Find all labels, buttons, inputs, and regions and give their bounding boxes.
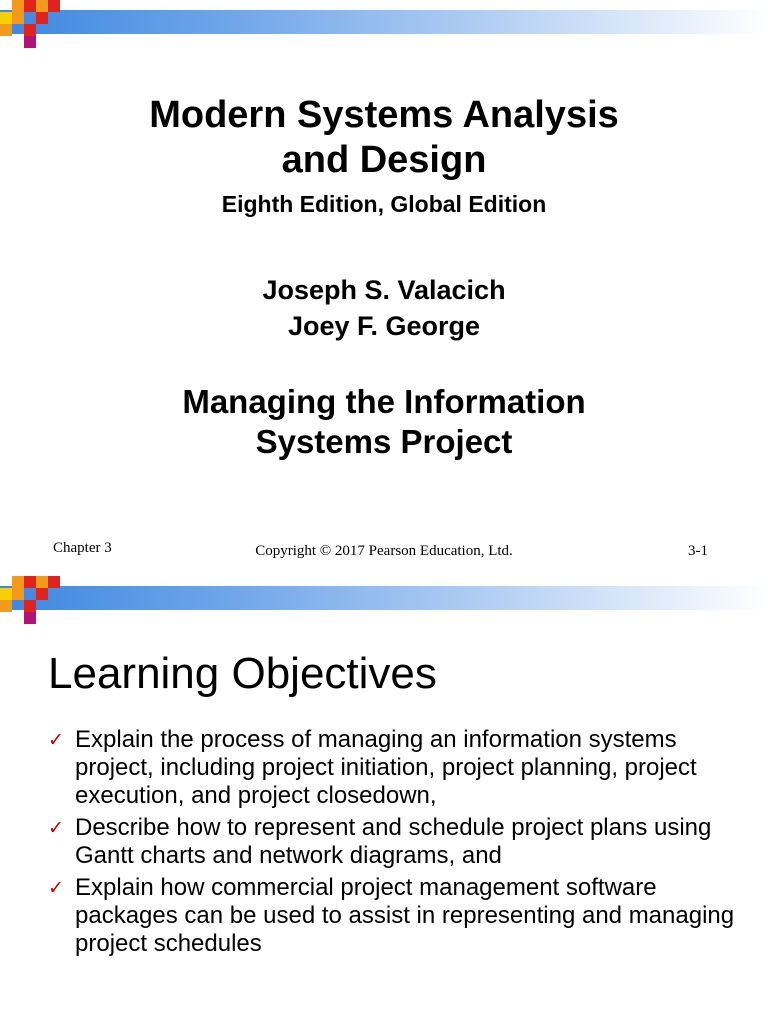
decor-square [12,588,24,600]
objectives-list [48,726,738,962]
list-item-text: Explain how commercial project management software packages can be used to assist in representing and managing project schedules [75,874,735,957]
decor-square [24,24,36,36]
decor-square [0,24,12,36]
decor-square [24,36,36,48]
book-title-line2: and Design [281,139,487,181]
footer-chapter: Chapter 3 [53,540,112,556]
checkmark-icon: ✓ [48,817,64,839]
slide-header-decoration [0,0,768,50]
list-item [48,874,738,958]
list-item [48,726,738,810]
footer-page-number: 3-1 [688,543,708,559]
book-title-line1: Modern Systems Analysis [149,94,619,136]
decor-square [36,588,48,600]
checkmark-icon: ✓ [48,729,64,751]
authors [0,272,768,344]
decor-square [12,576,24,588]
objectives-slide [0,576,768,1024]
footer-copyright: Copyright © 2017 Pearson Education, Ltd. [255,543,513,559]
decor-square [24,600,36,612]
decor-square [12,0,24,12]
chapter-title-line2: Systems Project [255,423,513,460]
decor-square [0,600,12,612]
list-item [48,814,738,870]
decor-square [0,588,12,600]
decor-square [36,576,48,588]
decor-square [0,12,12,24]
chapter-title-line1: Managing the Information [182,383,586,420]
slide-heading: Learning Objectives [48,649,437,698]
author-name: Joseph S. Valacich [262,275,506,305]
header-gradient-bar [0,10,768,34]
decor-square [24,612,36,624]
checkmark-icon: ✓ [48,877,64,899]
decor-square [48,576,60,588]
list-item-text: Describe how to represent and schedule project plans using Gantt charts and network diagrams, and [75,814,712,869]
chapter-title [0,382,768,462]
book-title [0,93,768,183]
list-item-text: Explain the process of managing an information systems project, including project initiation, project planning, project execution, and project closedown, [75,726,697,809]
decor-square [36,12,48,24]
decor-square [48,0,60,12]
slide-header-decoration [0,576,768,626]
decor-square [36,0,48,12]
edition-subtitle: Eighth Edition, Global Edition [221,191,547,217]
decor-square [12,12,24,24]
header-gradient-bar [0,586,768,610]
decor-square [24,0,36,12]
decor-square [24,576,36,588]
author-name: Joey F. George [287,311,481,341]
